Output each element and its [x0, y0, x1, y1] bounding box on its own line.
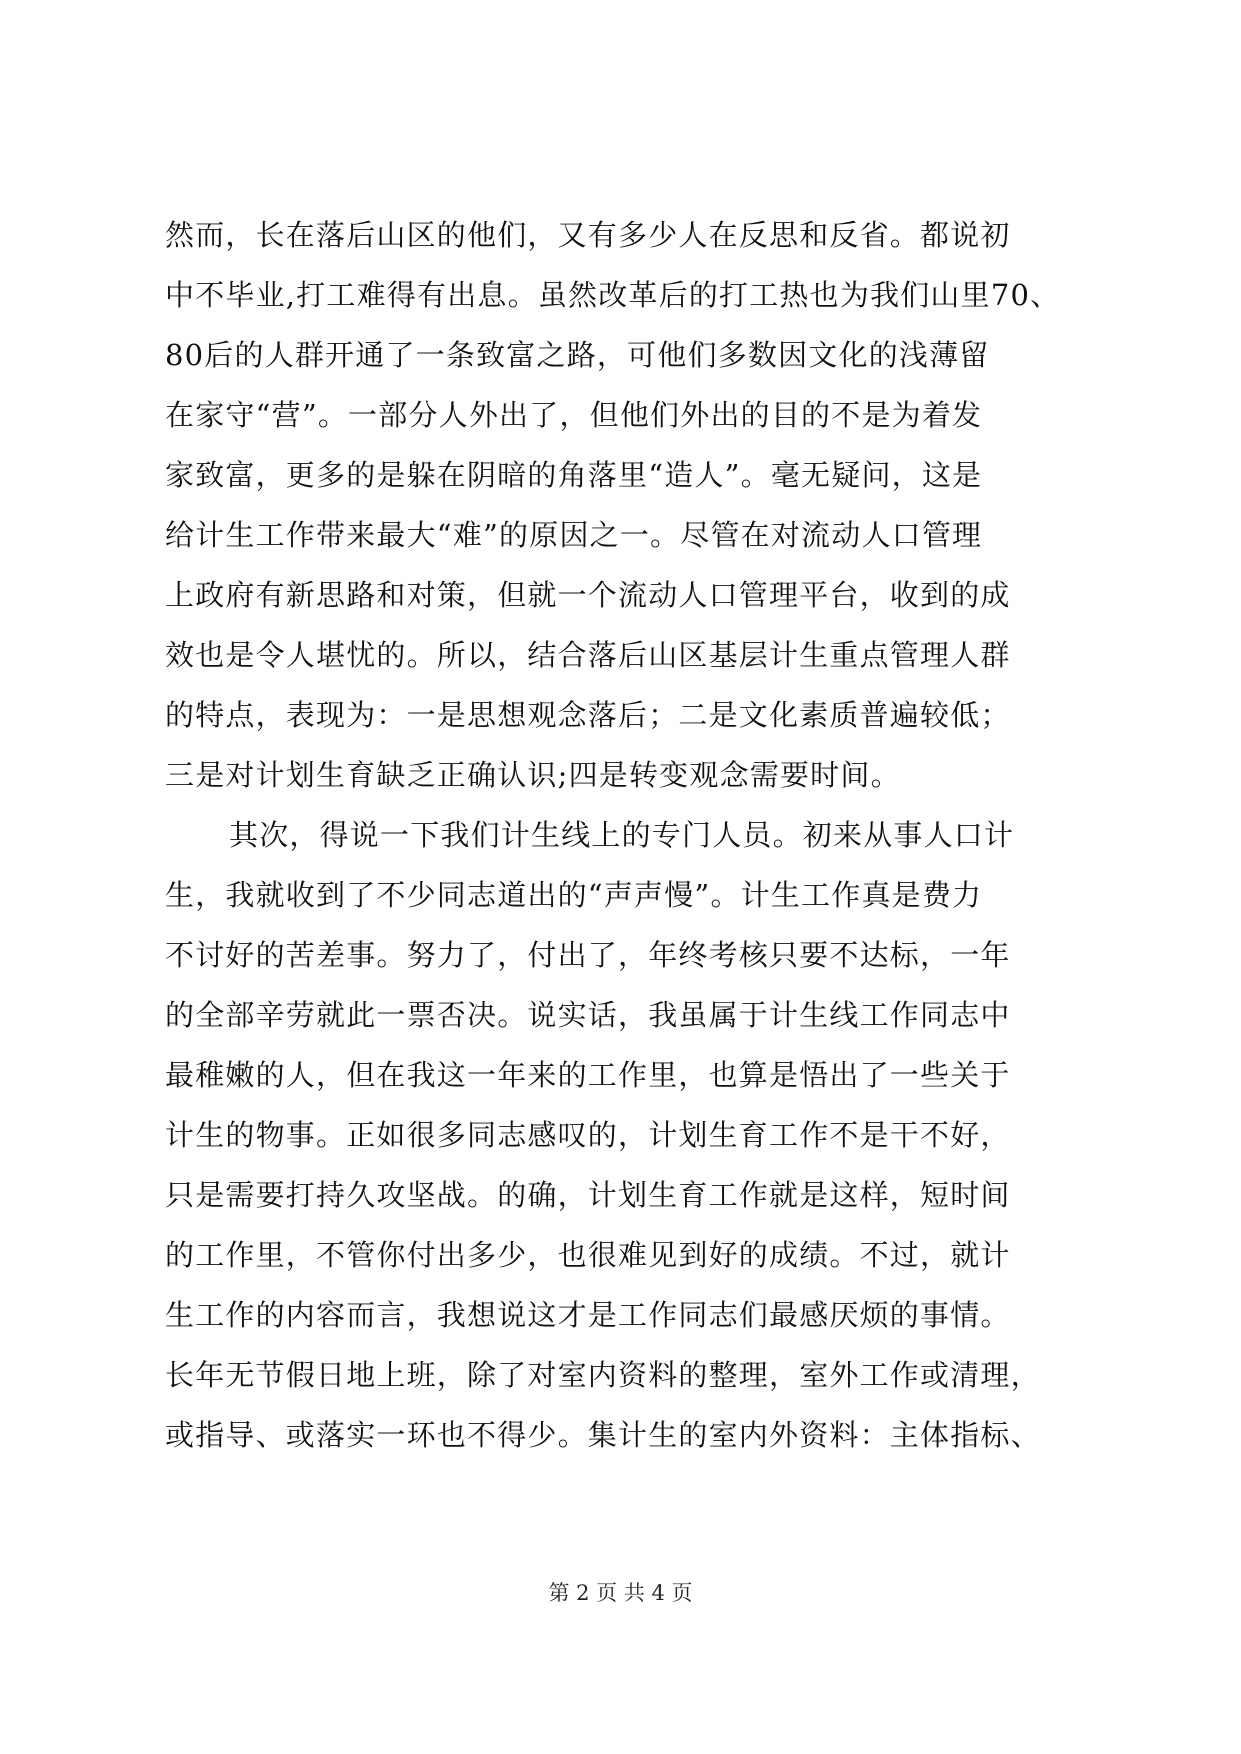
text-line: 长年无节假日地上班，除了对室内资料的整理，室外工作或清理，: [165, 1358, 1041, 1392]
text-line: 的全部辛劳就此一票否决。说实话，我虽属于计生线工作同志中: [165, 998, 1011, 1032]
text-line: 80后的人群开通了一条致富之路，可他们多数因文化的浅薄留: [165, 338, 990, 372]
text-line: 家致富，更多的是躲在阴暗的角落里“造人”。毫无疑问，这是: [165, 458, 983, 492]
text-line: 然而，长在落后山区的他们，又有多少人在反思和反省。都说初: [165, 218, 1011, 252]
body-text: [165, 205, 1085, 1465]
text-line: 在家守“营”。一部分人外出了，但他们外出的目的不是为着发: [165, 398, 983, 432]
paragraph-start-line: 其次，得说一下我们计生线上的专门人员。初来从事人口计: [229, 818, 1015, 852]
text-line: 的工作里，不管你付出多少，也很难见到好的成绩。不过，就计: [165, 1238, 1011, 1272]
text-line: 生工作的内容而言，我想说这才是工作同志们最感厌烦的事情。: [165, 1298, 1011, 1332]
text-line: 生，我就收到了不少同志道出的“声声慢”。计生工作真是费力: [165, 878, 983, 912]
text-line: 计生的物事。正如很多同志感叹的，计划生育工作不是干不好，: [165, 1118, 1011, 1152]
text-line: 中不毕业,打工难得有出息。虽然改革后的打工热也为我们山里70、: [165, 278, 1061, 312]
text-line: 上政府有新思路和对策，但就一个流动人口管理平台，收到的成: [165, 578, 1011, 612]
page-footer: [0, 1578, 1241, 1608]
text-line: 最稚嫩的人，但在我这一年来的工作里，也算是悟出了一些关于: [165, 1058, 1011, 1092]
page-number-label: 第 2 页 共 4 页: [548, 1581, 693, 1605]
text-line: 给计生工作带来最大“难”的原因之一。尽管在对流动人口管理: [165, 518, 983, 552]
text-line: 只是需要打持久攻坚战。的确，计划生育工作就是这样，短时间: [165, 1178, 1011, 1212]
text-line: 或指导、或落实一环也不得少。集计生的室内外资料：主体指标、: [165, 1418, 1041, 1452]
text-line: 三是对计划生育缺乏正确认识;四是转变观念需要时间。: [165, 758, 901, 792]
text-line: 效也是令人堪忧的。所以，结合落后山区基层计生重点管理人群: [165, 638, 1011, 672]
text-line: 的特点，表现为：一是思想观念落后；二是文化素质普遍较低；: [165, 698, 1011, 732]
text-line: 不讨好的苦差事。努力了，付出了，年终考核只要不达标，一年: [165, 938, 1011, 972]
